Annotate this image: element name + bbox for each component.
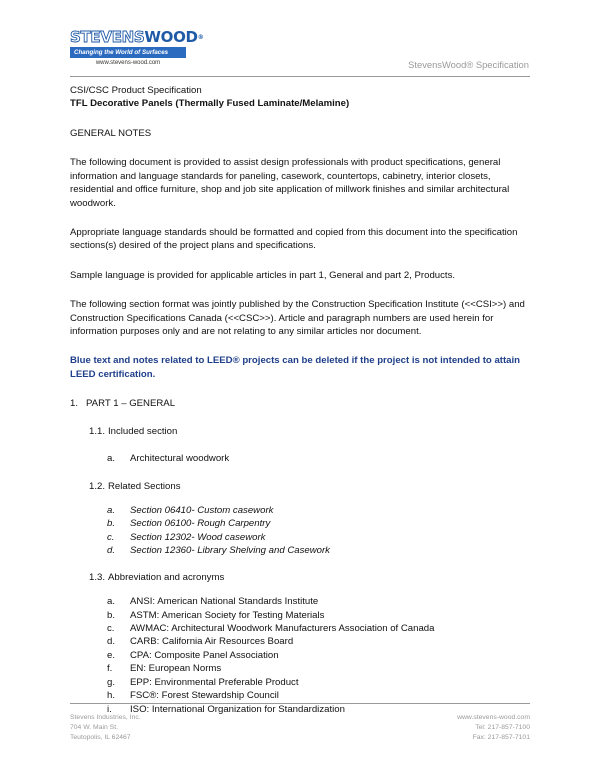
section-1-1-heading bbox=[70, 425, 532, 438]
list-text: EN: European Norms bbox=[130, 663, 222, 675]
logo-tagline: Changing the World of Surfaces bbox=[70, 47, 186, 58]
doc-product-title: TFL Decorative Panels (Thermally Fused Laminate/Melamine) bbox=[70, 98, 350, 110]
list-item bbox=[70, 595, 532, 608]
list-text: Section 06410- Custom casework bbox=[130, 505, 274, 517]
acronyms-list bbox=[70, 595, 532, 716]
list-item bbox=[70, 676, 532, 689]
paragraph-section-format: The following section format was jointly published by the Construction Specification Institute (<<CSI>>) and Construction Specifications Canada (<<CSC>>). Article and paragraph numbers are used herein for information purposes only and are not relating to any similar articles nor document. bbox=[70, 299, 525, 338]
list-text: ANSI: American National Standards Institute bbox=[130, 596, 319, 608]
list-letter: e. bbox=[107, 649, 116, 661]
logo-registered-mark: ® bbox=[197, 34, 204, 41]
section-title: Related Sections bbox=[108, 480, 181, 492]
logo-stevens: STEVENS bbox=[70, 28, 145, 46]
footer-fax: Fax: 217-857-7101 bbox=[472, 734, 530, 741]
list-letter: h. bbox=[107, 690, 116, 702]
section-number: 1.3. bbox=[89, 571, 106, 583]
list-text: EPP: Environmental Preferable Product bbox=[130, 676, 299, 688]
list-item bbox=[70, 622, 532, 635]
list-item bbox=[70, 609, 532, 622]
list-text: Section 12360- Library Shelving and Casework bbox=[130, 545, 330, 557]
list-item bbox=[70, 544, 532, 557]
list-item bbox=[70, 517, 532, 530]
footer-divider bbox=[70, 703, 530, 704]
list-text: Architectural woodwork bbox=[130, 453, 230, 465]
list-letter: d. bbox=[107, 545, 116, 557]
list-letter: b. bbox=[107, 518, 116, 530]
stevenswood-logo bbox=[70, 28, 204, 67]
footer-street: 704 W. Main St. bbox=[70, 724, 118, 731]
section-number: 1.2. bbox=[89, 480, 106, 492]
list-letter: c. bbox=[107, 531, 115, 543]
footer-company: Stevens Industries, Inc. bbox=[70, 714, 141, 721]
list-text: FSC®: Forest Stewardship Council bbox=[130, 690, 279, 702]
list-text: Section 12302- Wood casework bbox=[130, 531, 266, 543]
header-divider bbox=[70, 76, 530, 77]
list-item bbox=[70, 635, 532, 648]
list-text: ISO: International Organization for Standardization bbox=[130, 703, 345, 715]
list-item bbox=[70, 689, 532, 702]
section-title: Included section bbox=[108, 425, 178, 437]
list-text: AWMAC: Architectural Woodwork Manufacturers Association of Canada bbox=[130, 622, 435, 634]
list-item bbox=[70, 531, 532, 544]
section-1-3-heading bbox=[70, 571, 532, 584]
list-item bbox=[70, 649, 532, 662]
paragraph-sample-language: Sample language is provided for applicable articles in part 1, General and part 2, Products. bbox=[70, 269, 456, 281]
footer-contact bbox=[457, 713, 530, 743]
part1-title: PART 1 – GENERAL bbox=[86, 398, 176, 410]
logo-wood: WOOD bbox=[144, 28, 198, 46]
section-number: 1.1. bbox=[89, 425, 106, 437]
list-item bbox=[70, 452, 532, 465]
footer-address bbox=[70, 713, 141, 743]
list-letter: b. bbox=[107, 609, 116, 621]
list-letter: f. bbox=[107, 663, 113, 675]
section-1-2-heading bbox=[70, 480, 532, 493]
section-title: Abbreviation and acronyms bbox=[108, 571, 225, 583]
list-letter: d. bbox=[107, 636, 116, 648]
footer-phone: Tel: 217-857-7100 bbox=[475, 724, 530, 731]
leed-note: Blue text and notes related to LEED® projects can be deleted if the project is not intended to attain LEED certification. bbox=[70, 355, 521, 380]
list-item bbox=[70, 504, 532, 517]
list-text: CARB: California Air Resources Board bbox=[130, 636, 294, 648]
list-letter: g. bbox=[107, 676, 116, 688]
list-letter: a. bbox=[107, 505, 116, 517]
list-text: CPA: Composite Panel Association bbox=[130, 649, 279, 661]
footer-city: Teutopolis, IL 62467 bbox=[70, 734, 131, 741]
document-body bbox=[70, 84, 532, 716]
general-notes-heading: GENERAL NOTES bbox=[70, 127, 152, 139]
paragraph-language-standards: Appropriate language standards should be formatted and copied from this document into the specification sections(s) desired of the project plans and specifications. bbox=[70, 226, 518, 252]
header-title: StevensWood® Specification bbox=[408, 59, 529, 70]
part1-number: 1. bbox=[70, 398, 79, 410]
list-letter: c. bbox=[107, 622, 115, 634]
paragraph-intro: The following document is provided to assist design professionals with product specifications, general information and language standards for paneling, casework, countertops, cabinetry, interior closets, residential and office furniture, shop and job site application of millwork finishes and similar architectural woodwork. bbox=[70, 157, 510, 209]
logo-url: www.stevens-wood.com bbox=[95, 60, 161, 66]
part1-heading bbox=[70, 397, 532, 410]
list-item bbox=[70, 662, 532, 675]
list-letter: a. bbox=[107, 596, 116, 608]
logo-wordmark bbox=[70, 28, 204, 46]
footer-website: www.stevens-wood.com bbox=[457, 714, 530, 721]
list-letter: i. bbox=[107, 703, 112, 715]
list-letter: a. bbox=[107, 453, 116, 465]
list-text: Section 06100- Rough Carpentry bbox=[130, 518, 271, 530]
doc-type-line: CSI/CSC Product Specification bbox=[70, 85, 202, 96]
list-text: ASTM: American Society for Testing Materials bbox=[130, 609, 325, 621]
related-sections-list bbox=[70, 504, 532, 558]
